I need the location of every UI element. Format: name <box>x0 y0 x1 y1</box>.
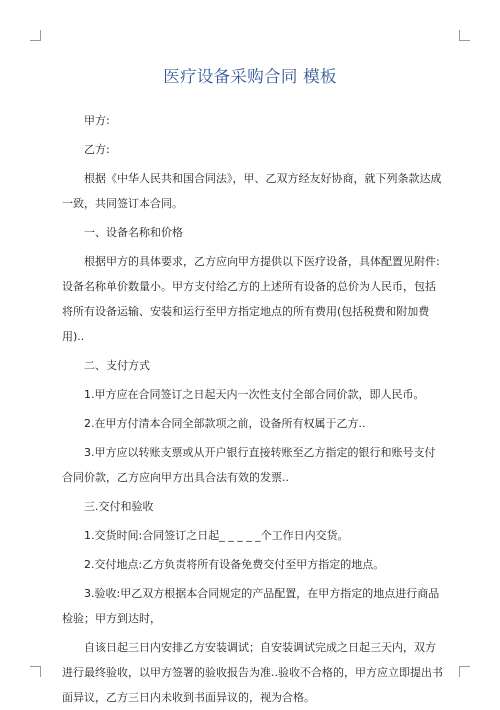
payment-clause-1: 1.甲方应在合同签订之日起天内一次性支付全部合同价款，即人民币。 <box>84 388 425 401</box>
document-body <box>62 108 446 710</box>
intro-paragraph: 根据《中华人民共和国合同法》，甲、乙双方经友好协商，就下列条款达成一致，共同签订本合同。 <box>62 172 442 210</box>
section-heading-delivery: 三.交付和验收 <box>84 500 154 513</box>
document-title: 医疗设备采购合同 模板 <box>163 67 337 86</box>
equipment-paragraph: 根据甲方的具体要求，乙方应向甲方提供以下医疗设备，具体配置见附件:设备名称单价数量小。甲方支付给乙方的上述所有设备的总价为人民币，包括将所有设备运输、安装和运行至甲方指定地点的所有费用(包括税费和附加费用).. <box>62 255 440 343</box>
crop-mark-bottom-left <box>30 666 41 677</box>
crop-mark-bottom-right <box>459 666 470 677</box>
section-heading-equipment: 一、设备名称和价格 <box>84 226 183 239</box>
acceptance-paragraph: 自该日起三日内安排乙方安装调试；自安装调试完成之日起三天内，双方进行最终验收，以甲方签署的验收报告为准..验收不合格的，甲方应立即提出书面异议，乙方三日内未收到书面异议的，视为合格。 <box>62 641 443 704</box>
payment-clause-2: 2.在甲方付清本合同全部款项之前，设备所有权属于乙方.. <box>84 417 366 430</box>
delivery-clause-2: 2.交付地点:乙方负责将所有设备免费交付至甲方指定的地点。 <box>84 558 385 571</box>
delivery-clause-3: 3.验收:甲乙双方根据本合同规定的产品配置，在甲方指定的地点进行商品检验；甲方到达时， <box>62 587 440 625</box>
delivery-clause-1: 1.交货时间:合同签订之日起_ _ _ _ _个工作日内交货。 <box>84 529 349 542</box>
party-b-line: 乙方: <box>84 143 110 156</box>
party-a-line: 甲方: <box>84 114 110 127</box>
crop-mark-top-left <box>30 30 41 41</box>
section-heading-payment: 二、支付方式 <box>84 359 150 372</box>
payment-clause-3: 3.甲方应以转账支票或从开户银行直接转账至乙方指定的银行和账号支付合同价款，乙方应向甲方出具合法有效的发票.. <box>62 446 436 484</box>
crop-mark-top-right <box>459 30 470 41</box>
